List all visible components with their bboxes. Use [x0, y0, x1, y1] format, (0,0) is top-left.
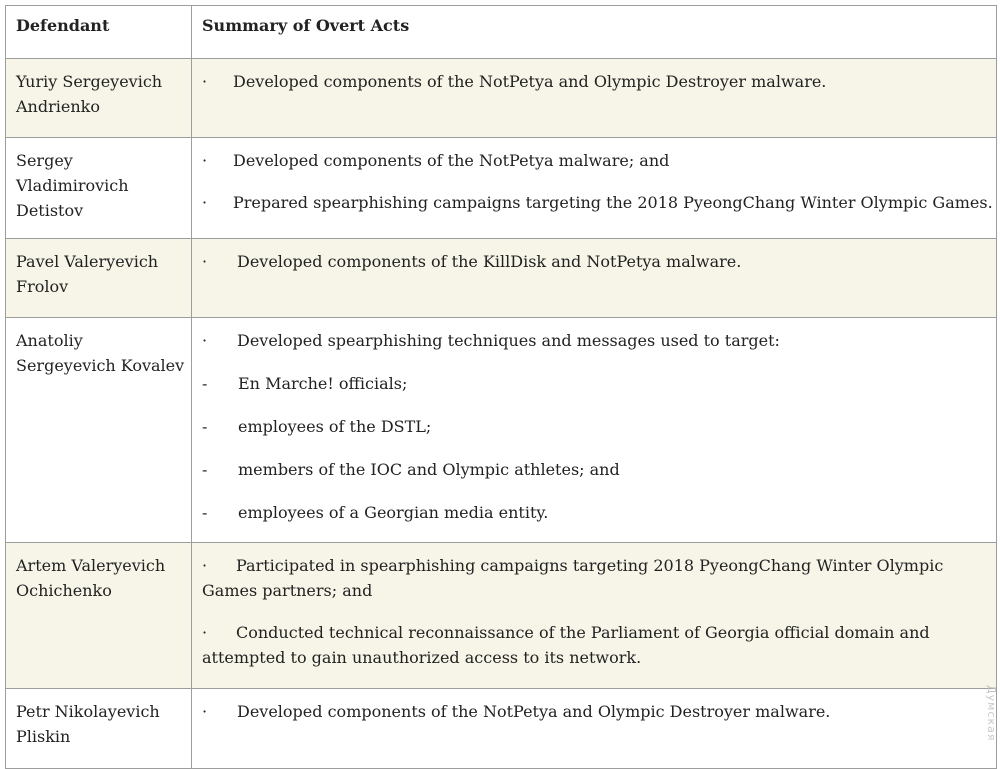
header-summary: Summary of Overt Acts — [192, 6, 997, 59]
table-row — [6, 138, 997, 239]
header-defendant: Defendant — [6, 6, 192, 59]
defendant-cell: Petr Nikolayevich Pliskin — [6, 689, 192, 769]
defendant-cell: Anatoliy Sergeyevich Kovalev — [6, 318, 192, 543]
defendant-cell: Artem Valeryevich Ochichenko — [6, 543, 192, 689]
act-item: · Developed components of the KillDisk and NotPetya malware. — [202, 252, 742, 271]
defendant-cell: Yuriy Sergeyevich Andrienko — [6, 59, 192, 138]
sub-item: - En Marche! officials; — [202, 374, 408, 393]
table-row — [6, 543, 997, 689]
defendant-cell: Pavel Valeryevich Frolov — [6, 239, 192, 318]
overt-acts-table — [5, 5, 997, 769]
acts-cell — [192, 59, 997, 138]
act-item: · Developed components of the NotPetya malware; and — [202, 151, 670, 170]
acts-cell — [192, 689, 997, 769]
defendant-cell: Sergey Vladimirovich Detistov — [6, 138, 192, 239]
act-item: · Developed components of the NotPetya and Olympic Destroyer malware. — [202, 702, 831, 721]
sub-item: - employees of the DSTL; — [202, 417, 432, 436]
act-item: · Prepared spearphishing campaigns targeting the 2018 PyeongChang Winter Olympic Games. — [202, 193, 993, 212]
sub-item: - employees of a Georgian media entity. — [202, 503, 549, 522]
watermark: Думская — [985, 685, 998, 742]
table-row — [6, 239, 997, 318]
table-row — [6, 689, 997, 769]
acts-cell — [192, 138, 997, 239]
acts-cell — [192, 543, 997, 689]
sub-item: - members of the IOC and Olympic athletes; and — [202, 460, 620, 479]
act-item: · Participated in spearphishing campaigns targeting 2018 PyeongChang Winter Olympic Games partners; and — [202, 556, 944, 600]
act-item: · Developed spearphishing techniques and messages used to target: — [202, 331, 780, 350]
act-item: · Conducted technical reconnaissance of the Parliament of Georgia official domain and attempted to gain unauthorized access to its network. — [202, 623, 930, 667]
acts-cell — [192, 318, 997, 543]
table-row — [6, 318, 997, 543]
acts-cell — [192, 239, 997, 318]
table-header-row — [6, 6, 997, 59]
act-item: · Developed components of the NotPetya and Olympic Destroyer malware. — [202, 72, 827, 91]
table-row — [6, 59, 997, 138]
